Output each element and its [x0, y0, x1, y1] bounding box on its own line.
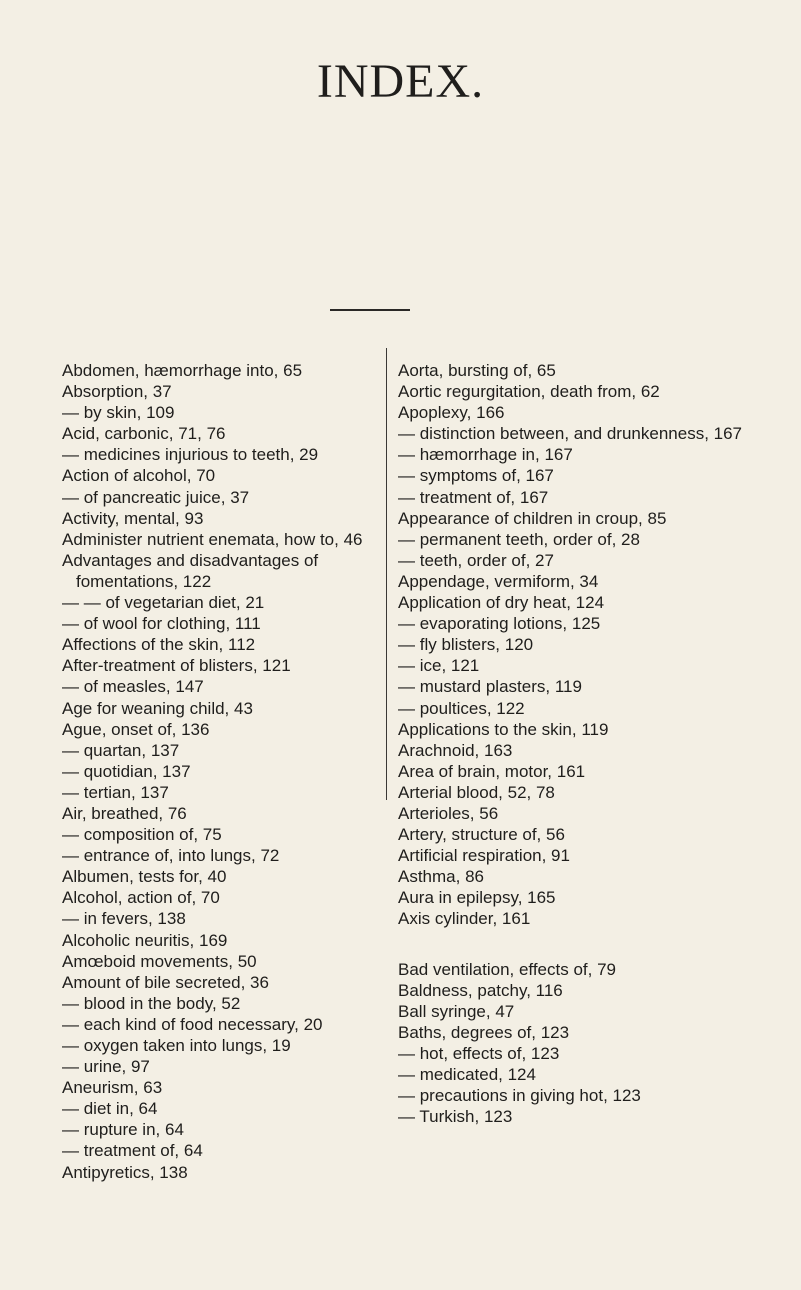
- index-entry: — mustard plasters, 119: [398, 677, 582, 697]
- index-entry: — quotidian, 137: [62, 761, 191, 781]
- index-entry: — distinction between, and drunkenness, 167: [398, 424, 743, 444]
- index-entry: — composition of, 75: [62, 825, 222, 845]
- index-entry: — in fevers, 138: [62, 909, 186, 929]
- index-entry: Ball syringe, 47: [398, 1001, 515, 1021]
- index-entry: — of wool for clothing, 111: [62, 614, 261, 634]
- index-entry: Age for weaning child, 43: [62, 698, 253, 718]
- index-entry: Absorption, 37: [62, 382, 172, 402]
- index-entry: Ague, onset of, 136: [62, 719, 210, 739]
- index-entry: After-treatment of blisters, 121: [62, 656, 291, 676]
- index-entry: Albumen, tests for, 40: [62, 867, 227, 887]
- index-entry: Arachnoid, 163: [398, 740, 513, 760]
- index-entry: Aura in epilepsy, 165: [398, 888, 556, 908]
- index-entry: — ice, 121: [398, 656, 480, 676]
- index-entry: — blood in the body, 52: [62, 993, 241, 1013]
- index-entry: Arterial blood, 52, 78: [398, 782, 555, 802]
- column-divider: [386, 348, 387, 800]
- index-entry: Aneurism, 63: [62, 1078, 163, 1098]
- index-entry: Amœboid movements, 50: [62, 951, 257, 971]
- index-entry: — treatment of, 64: [62, 1141, 203, 1161]
- left-column: [62, 360, 380, 1183]
- index-entry: Applications to the skin, 119: [398, 719, 609, 739]
- index-entry: — treatment of, 167: [398, 487, 549, 507]
- index-entry: — urine, 97: [62, 1057, 150, 1077]
- index-entry: Aortic regurgitation, death from, 62: [398, 382, 660, 402]
- index-entry: — medicated, 124: [398, 1065, 536, 1084]
- index-entry: Baldness, patchy, 116: [398, 980, 563, 1000]
- index-entry: Appendage, vermiform, 34: [398, 571, 599, 591]
- index-entry: Apoplexy, 166: [398, 403, 505, 423]
- index-entry: — precautions in giving hot, 123: [398, 1086, 641, 1106]
- index-entry: Affections of the skin, 112: [62, 635, 256, 655]
- index-entry: Air, breathed, 76: [62, 803, 187, 823]
- index-entry: Acid, carbonic, 71, 76: [62, 424, 226, 444]
- index-entry: — hæmorrhage in, 167: [398, 445, 573, 465]
- right-column: [398, 360, 766, 1127]
- index-entry: Advantages and disadvantages of fomentations, 122: [62, 550, 319, 591]
- index-entry: — teeth, order of, 27: [398, 550, 554, 570]
- index-entry: Baths, degrees of, 123: [398, 1022, 570, 1042]
- title-rule: [330, 309, 410, 311]
- index-entry: Activity, mental, 93: [62, 508, 204, 528]
- index-entry: — of measles, 147: [62, 677, 204, 697]
- index-entry: — tertian, 137: [62, 782, 169, 802]
- index-entry: — evaporating lotions, 125: [398, 614, 601, 634]
- index-entry: Alcoholic neuritis, 169: [62, 930, 228, 950]
- index-entry: — permanent teeth, order of, 28: [398, 529, 640, 549]
- index-entry: — oxygen taken into lungs, 19: [62, 1036, 291, 1055]
- index-entry: — medicines injurious to teeth, 29: [62, 445, 319, 465]
- index-entry: Administer nutrient enemata, how to, 46: [62, 529, 363, 549]
- index-entry: Action of alcohol, 70: [62, 466, 216, 486]
- index-entry: Aorta, bursting of, 65: [398, 361, 556, 380]
- index-entry: Asthma, 86: [398, 867, 484, 887]
- index-entry: Antipyretics, 138: [62, 1162, 188, 1182]
- index-entry: — Turkish, 123: [398, 1107, 513, 1127]
- index-entry: Amount of bile secreted, 36: [62, 972, 269, 992]
- index-entry: — quartan, 137: [62, 740, 180, 760]
- index-entry: Area of brain, motor, 161: [398, 761, 586, 781]
- index-entry: — hot, effects of, 123: [398, 1043, 560, 1063]
- section-gap: [398, 930, 766, 959]
- index-entry: — — of vegetarian diet, 21: [62, 593, 265, 613]
- page-title: INDEX.: [316, 55, 485, 108]
- index-entry: — diet in, 64: [62, 1099, 158, 1119]
- right-column-b-section: [398, 959, 766, 1128]
- index-entry: — poultices, 122: [398, 698, 525, 718]
- index-entry: Artificial respiration, 91: [398, 846, 570, 866]
- index-entry: — by skin, 109: [62, 403, 175, 423]
- index-entry: — fly blisters, 120: [398, 635, 534, 655]
- right-column-a-section: [398, 360, 766, 930]
- index-entry: — entrance of, into lungs, 72: [62, 846, 280, 866]
- index-entry: Alcohol, action of, 70: [62, 888, 220, 908]
- index-entry: — symptoms of, 167: [398, 466, 554, 486]
- index-entry: Application of dry heat, 124: [398, 593, 605, 613]
- index-entry: — rupture in, 64: [62, 1120, 184, 1140]
- index-entry: Bad ventilation, effects of, 79: [398, 959, 616, 979]
- index-entry: — of pancreatic juice, 37: [62, 487, 250, 507]
- index-entry: Abdomen, hæmorrhage into, 65: [62, 361, 303, 380]
- index-entry: Appearance of children in croup, 85: [398, 508, 667, 528]
- index-entry: Arterioles, 56: [398, 803, 499, 823]
- index-entry: Axis cylinder, 161: [398, 909, 531, 929]
- index-entry: Artery, structure of, 56: [398, 825, 565, 845]
- index-entry: — each kind of food necessary, 20: [62, 1014, 323, 1034]
